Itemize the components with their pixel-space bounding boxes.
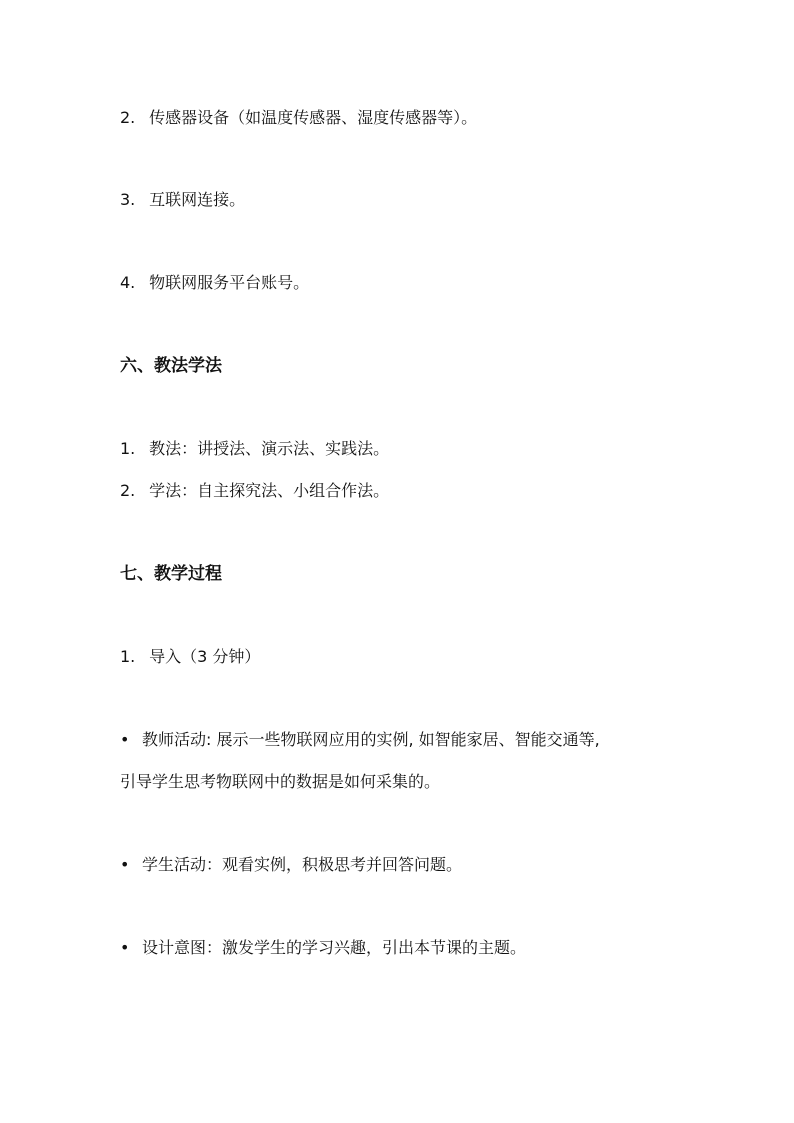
bullet-design-intent: [120, 937, 694, 959]
process-step-1: [120, 646, 694, 668]
list-number: 2.: [120, 481, 136, 500]
bullet-icon: •: [120, 855, 130, 874]
bullet-teacher-activity: [120, 729, 694, 751]
bullet-icon: •: [120, 730, 130, 749]
bullet-text: 学生活动：观看实例，积极思考并回答问题。: [142, 855, 463, 874]
list-text: 导入（3 分钟）: [149, 647, 261, 666]
list-number: 1.: [120, 647, 136, 666]
list-number: 1.: [120, 439, 136, 458]
list-number: 3.: [120, 190, 136, 209]
bullet-teacher-activity-continued: 引导学生思考物联网中的数据是如何采集的。: [120, 772, 441, 791]
section-heading-teaching-process: 七、教学过程: [120, 564, 222, 584]
teaching-method-item-2: [120, 480, 694, 502]
list-text: 传感器设备（如温度传感器、湿度传感器等）。: [149, 108, 478, 127]
list-text: 学法：自主探究法、小组合作法。: [149, 481, 390, 500]
list-number: 2.: [120, 108, 136, 127]
bullet-text: 设计意图：激发学生的学习兴趣，引出本节课的主题。: [142, 938, 527, 957]
equipment-item-4: [120, 272, 694, 294]
list-number: 4.: [120, 273, 136, 292]
teaching-method-item-1: [120, 438, 694, 460]
list-text: 物联网服务平台账号。: [149, 273, 310, 292]
equipment-item-2: [120, 107, 694, 129]
bullet-icon: •: [120, 938, 130, 957]
bullet-text: 教师活动: 展示一些物联网应用的实例, 如智能家居、智能交通等,: [142, 730, 600, 749]
list-text: 互联网连接。: [149, 190, 246, 209]
bullet-student-activity: [120, 854, 694, 876]
equipment-item-3: [120, 189, 694, 211]
section-heading-teaching-methods: 六、教法学法: [120, 356, 222, 376]
list-text: 教法：讲授法、演示法、实践法。: [149, 439, 390, 458]
